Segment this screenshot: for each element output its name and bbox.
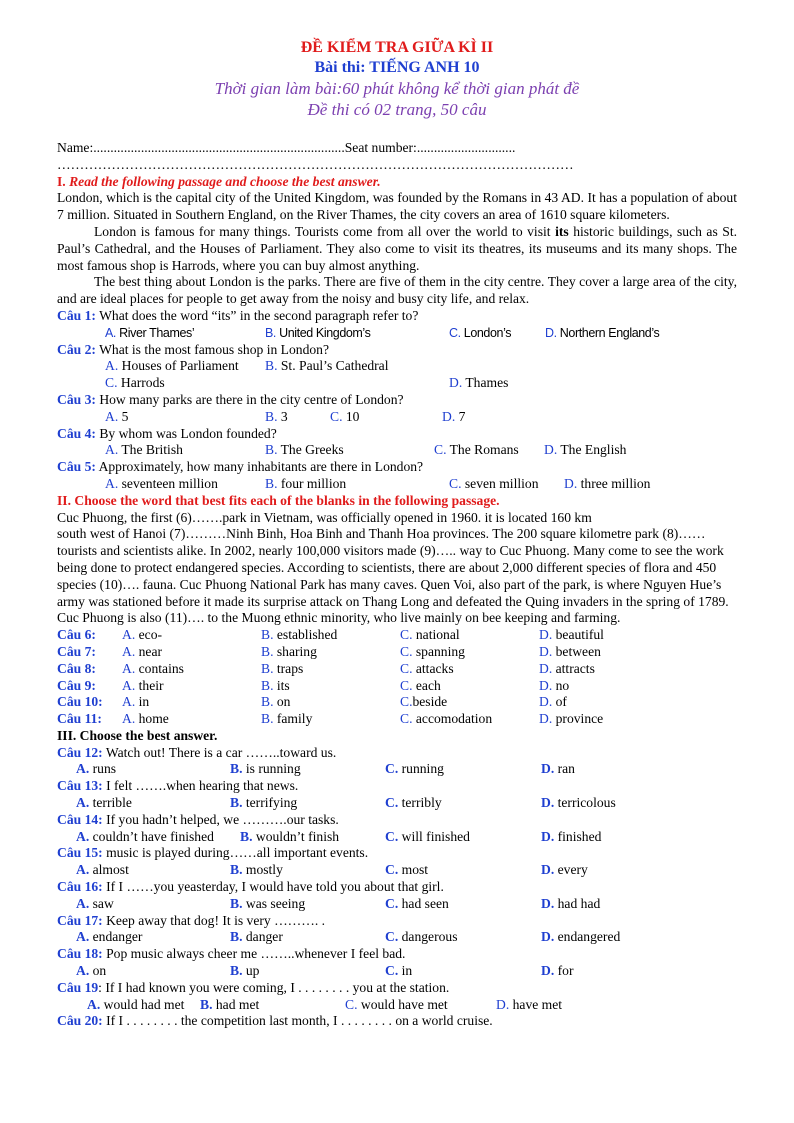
option-c[interactable]	[400, 694, 447, 711]
option-text: had seen	[401, 895, 449, 911]
option-d[interactable]	[541, 896, 600, 913]
option-a[interactable]: A. The British	[105, 442, 183, 458]
option-text: would had met	[103, 996, 185, 1012]
option-a[interactable]	[76, 795, 132, 812]
option-letter: B.	[261, 660, 274, 676]
option-b[interactable]: B. 3	[265, 408, 288, 424]
option-text: 5	[121, 408, 129, 424]
question-text: Pop music always cheer me ……..whenever I feel bad.	[106, 946, 406, 962]
option-text: wouldn’t finish	[255, 828, 340, 844]
option-d[interactable]	[541, 829, 601, 846]
question-text: Keep away that dog! It is very ………. .	[106, 912, 326, 928]
question-text: How many parks are there in the city centre of London?	[99, 391, 404, 407]
section-2-answer-rows	[57, 627, 737, 728]
question-15	[57, 845, 737, 862]
question-19	[57, 980, 737, 997]
option-letter: C.	[400, 643, 413, 659]
option-text: almost	[92, 862, 129, 878]
option-a[interactable]	[122, 661, 184, 678]
option-letter: D.	[541, 963, 555, 979]
option-text: of	[555, 694, 567, 710]
option-text: beside	[412, 694, 448, 710]
question-2-options-row-1	[57, 358, 737, 375]
question-2	[57, 342, 737, 359]
question-20	[57, 1013, 737, 1030]
option-c[interactable]	[400, 678, 441, 695]
option-c[interactable]	[385, 829, 470, 846]
option-letter: C.	[400, 660, 413, 676]
option-a[interactable]	[122, 678, 164, 695]
option-letter: A.	[122, 643, 136, 659]
option-d[interactable]	[541, 862, 588, 879]
option-text: every	[557, 862, 588, 878]
option-text: beautiful	[555, 627, 604, 643]
option-letter: A.	[76, 929, 90, 945]
question-13	[57, 778, 737, 795]
option-b[interactable]	[261, 711, 312, 728]
option-letter: D.	[541, 795, 555, 811]
option-text: in	[138, 694, 150, 710]
option-letter: B.	[230, 795, 243, 811]
option-d[interactable]: D. Thames	[449, 375, 509, 391]
option-letter: C.	[385, 795, 399, 811]
option-c[interactable]	[400, 711, 492, 728]
question-text: I felt …….when hearing that news.	[106, 778, 299, 794]
option-b[interactable]: B. four million	[265, 475, 347, 491]
option-text: The English	[560, 442, 627, 458]
option-text: Harrods	[120, 375, 165, 391]
passage-2-rest: south west of Hanoi (7)………Ninh Binh, Hoa Binh and Thanh Hoa provinces. The 200 square kilometre park (8)……tourists and scientists alike. In 2002, nearly 100,000 visitors made (9)….. way to Cuc Phuong. Many come to see the work being done to protect endangered species. According to scientists, there are about 2,000 different species of flora and 450 species (10)…. fauna. Cuc Phuong National Park has many caves. Quen Voi, also part of the park, is where Nguyen Hue’s army was stationed before it made its surprise attack on Thang Long and defeated the Quing invaders in the spring of 1789. Cuc Phuong is also (11)…. to the Muong ethnic minority, who live mainly on bee keeping and farming.	[57, 526, 729, 626]
question-3	[57, 392, 737, 409]
option-text: national	[415, 627, 460, 643]
option-text: River Thames’	[119, 325, 195, 340]
question-6-row	[57, 627, 737, 644]
option-text: couldn’t have finished	[92, 828, 214, 844]
option-letter: C.	[385, 895, 399, 911]
section-1-heading	[57, 174, 737, 191]
passage-paragraph-2	[57, 224, 737, 274]
question-text: If I ……you yeasterday, I would have told you about that girl.	[106, 879, 444, 895]
option-letter: B.	[240, 828, 253, 844]
option-text: 7	[458, 408, 466, 424]
option-c[interactable]: C. 10	[330, 408, 360, 424]
option-letter: D.	[539, 660, 553, 676]
option-a[interactable]	[76, 896, 114, 913]
question-10-row	[57, 694, 737, 711]
option-text: terricolous	[557, 795, 616, 811]
option-text: contains	[138, 660, 184, 676]
option-d[interactable]	[539, 644, 601, 661]
option-text: is running	[245, 761, 301, 777]
question-18-options	[57, 963, 737, 980]
question-4	[57, 426, 737, 443]
option-a[interactable]	[122, 694, 149, 711]
paragraph-2-part-c: historic buildings, such as St. Paul’s Cathedral, and the Houses of Parliament. They also come to visit its theatres, its museums and its many shops. The most famous shop is Harrods, where you can buy almost anything.	[57, 223, 738, 273]
question-label: Câu 7:	[57, 643, 96, 659]
question-text: music is played during……all important events.	[106, 845, 369, 861]
question-label: Câu 10:	[57, 694, 103, 710]
option-b[interactable]	[261, 627, 337, 644]
option-text: was seeing	[245, 895, 306, 911]
option-b[interactable]: B. United Kingdom’s	[265, 325, 371, 340]
question-label: Câu 16:	[57, 879, 103, 895]
dotted-separator: ……………………………………………………………………………………………………	[57, 156, 574, 172]
option-c[interactable]: C. The Romans	[434, 442, 519, 458]
option-b[interactable]	[230, 929, 283, 946]
option-c[interactable]	[385, 929, 458, 946]
option-text: St. Paul’s Cathedral	[280, 358, 389, 374]
option-letter: C.	[385, 761, 399, 777]
option-letter: A.	[122, 627, 136, 643]
option-letter: C.	[400, 694, 413, 710]
option-text: up	[245, 963, 260, 979]
option-letter: B.	[261, 694, 274, 710]
option-letter: D.	[541, 895, 555, 911]
option-letter: D.	[541, 828, 555, 844]
option-letter: B.	[230, 963, 243, 979]
question-12	[57, 745, 737, 762]
option-a[interactable]	[76, 929, 142, 946]
option-letter: A.	[76, 895, 90, 911]
option-text: most	[401, 862, 429, 878]
question-label: Câu 3:	[57, 391, 96, 407]
option-text: will finished	[401, 828, 470, 844]
option-letter: A.	[122, 660, 136, 676]
question-label: Câu 20:	[57, 1013, 103, 1029]
option-b[interactable]	[230, 963, 259, 980]
option-letter: A.	[122, 694, 136, 710]
option-c[interactable]	[385, 963, 412, 980]
option-text: between	[555, 643, 601, 659]
question-17-options	[57, 929, 737, 946]
option-text: The Greeks	[280, 442, 344, 458]
question-text: What does the word “its” in the second paragraph refer to?	[99, 307, 419, 323]
option-text: terrifying	[245, 795, 298, 811]
question-12-options	[57, 761, 737, 778]
option-text: on	[276, 694, 291, 710]
question-2-options-row-2	[57, 375, 737, 392]
exam-page	[57, 38, 737, 1030]
option-text: each	[415, 677, 441, 693]
question-16-options	[57, 896, 737, 913]
option-letter: A.	[87, 996, 101, 1012]
option-text: traps	[276, 660, 304, 676]
question-text: By whom was London founded?	[99, 425, 277, 441]
option-b[interactable]	[261, 678, 290, 695]
option-text: The British	[121, 442, 183, 458]
option-d[interactable]	[541, 761, 575, 778]
option-b[interactable]: B. St. Paul’s Cathedral	[265, 358, 389, 374]
passage-paragraph-3: The best thing about London is the parks. There are five of them in the city centre. They cover a large area of the city, and are ideal places for people to get away from the noisy and busy city life, and relax.	[57, 274, 737, 307]
question-text: Watch out! There is a car ……..toward us.	[105, 744, 337, 760]
question-label: Câu 14:	[57, 811, 103, 827]
option-text: finished	[557, 828, 602, 844]
option-text: 10	[345, 408, 360, 424]
question-label: Câu 6:	[57, 627, 96, 643]
option-letter: B.	[230, 895, 243, 911]
option-text: eco-	[138, 627, 163, 643]
question-label: Câu 1:	[57, 307, 96, 323]
option-a[interactable]	[76, 829, 214, 846]
question-16	[57, 879, 737, 896]
option-b[interactable]: B. The Greeks	[265, 442, 344, 458]
option-d[interactable]	[541, 963, 573, 980]
option-b[interactable]	[230, 795, 297, 812]
question-label: Câu 8:	[57, 660, 96, 676]
question-text: If you hadn’t helped, we ……….our tasks.	[106, 811, 339, 827]
option-c[interactable]	[385, 795, 442, 812]
section-3-questions	[57, 745, 737, 1031]
option-d[interactable]: D. three million	[564, 475, 651, 491]
question-label: Câu 9:	[57, 677, 96, 693]
option-text: would have met	[360, 996, 448, 1012]
question-label: Câu 18:	[57, 946, 103, 962]
option-c[interactable]: C. seven million	[449, 475, 539, 491]
option-a[interactable]	[76, 862, 129, 879]
question-label: Câu 2:	[57, 341, 96, 357]
section-1-title: Read the following passage and choose the best answer.	[69, 173, 381, 189]
option-d[interactable]	[539, 627, 604, 644]
option-d[interactable]: D. Northern England’s	[545, 325, 660, 340]
option-a[interactable]: A. seventeen million	[105, 475, 218, 491]
option-letter: D.	[539, 677, 553, 693]
question-8-row	[57, 661, 737, 678]
option-letter: B.	[230, 862, 243, 878]
option-text: dangerous	[401, 929, 458, 945]
option-c[interactable]	[385, 761, 444, 778]
section-3-heading: III. Choose the best answer.	[57, 727, 218, 743]
question-15-options	[57, 862, 737, 879]
option-letter: D.	[539, 627, 553, 643]
option-letter: B.	[261, 643, 274, 659]
option-text: in	[401, 963, 413, 979]
option-text: accomodation	[415, 711, 493, 727]
question-19-options	[57, 997, 737, 1014]
option-letter: B.	[261, 627, 274, 643]
option-text: no	[555, 677, 570, 693]
option-text: runs	[92, 761, 117, 777]
option-text: had met	[215, 996, 260, 1012]
option-text: family	[276, 711, 313, 727]
option-text: established	[276, 627, 338, 643]
question-18	[57, 946, 737, 963]
question-text: What is the most famous shop in London?	[99, 341, 329, 357]
option-d[interactable]	[539, 711, 603, 728]
option-letter: C.	[400, 627, 413, 643]
option-c[interactable]	[400, 627, 460, 644]
question-label: Câu 17:	[57, 912, 103, 928]
option-letter: C.	[400, 677, 413, 693]
option-letter: B.	[230, 929, 243, 945]
question-text: If I . . . . . . . . the competition last month, I . . . . . . . . on a world cruise.	[106, 1013, 493, 1029]
name-seat-line: Name:..........................................................................Seat number:.............................	[57, 140, 516, 155]
option-d[interactable]	[541, 929, 620, 946]
option-text: saw	[92, 895, 114, 911]
option-a[interactable]	[122, 711, 169, 728]
option-letter: C.	[385, 828, 399, 844]
option-b[interactable]	[240, 829, 339, 846]
option-a[interactable]: A. River Thames’	[105, 325, 195, 340]
option-text: seven million	[464, 475, 539, 491]
option-text: Northern England’s	[559, 325, 660, 340]
question-label: Câu 12:	[57, 744, 103, 760]
option-c[interactable]	[345, 997, 448, 1014]
option-letter: D.	[496, 996, 510, 1012]
option-letter: D.	[539, 711, 553, 727]
question-17	[57, 913, 737, 930]
option-letter: C.	[385, 929, 399, 945]
option-letter: D.	[541, 929, 555, 945]
option-text: province	[555, 711, 604, 727]
option-b[interactable]	[261, 644, 317, 661]
option-text: four million	[280, 475, 347, 491]
option-b[interactable]	[200, 997, 259, 1014]
question-text: Approximately, how many inhabitants are there in London?	[98, 459, 424, 475]
option-letter: A.	[76, 795, 90, 811]
question-label: Câu 5:	[57, 459, 96, 475]
option-letter: B.	[230, 761, 243, 777]
option-letter: A.	[122, 677, 136, 693]
option-letter: D.	[539, 694, 553, 710]
option-d[interactable]	[539, 661, 595, 678]
option-text: sharing	[276, 643, 317, 659]
option-letter: C.	[345, 996, 358, 1012]
option-d[interactable]	[539, 694, 567, 711]
option-text: Houses of Parliament	[121, 358, 239, 374]
option-letter: D.	[539, 643, 553, 659]
option-text: mostly	[245, 862, 283, 878]
option-a[interactable]: A. Houses of Parliament	[105, 358, 239, 374]
paragraph-2-its: its	[555, 223, 569, 239]
option-text: United Kingdom’s	[279, 325, 371, 340]
option-text: terribly	[401, 795, 442, 811]
option-letter: C.	[400, 711, 413, 727]
option-text: attacks	[415, 660, 454, 676]
option-text: The Romans	[449, 442, 519, 458]
question-text: : If I had known you were coming, I . . . . . . . . you at the station.	[98, 979, 450, 995]
option-text: terrible	[92, 795, 132, 811]
option-a[interactable]	[76, 761, 116, 778]
option-d[interactable]	[539, 678, 569, 695]
option-d[interactable]	[496, 997, 562, 1014]
question-label: Câu 15:	[57, 845, 103, 861]
option-text: 3	[280, 408, 288, 424]
option-text: their	[138, 677, 164, 693]
option-text: had had	[557, 895, 601, 911]
option-b[interactable]	[230, 862, 283, 879]
option-c[interactable]: C. Harrods	[105, 375, 165, 391]
option-text: near	[138, 643, 163, 659]
question-label: Câu 4:	[57, 425, 96, 441]
exam-info: Đề thi có 02 trang, 50 câu	[307, 100, 487, 119]
option-a[interactable]	[122, 627, 162, 644]
section-1-number: I.	[57, 173, 70, 189]
option-text: endangered	[557, 929, 621, 945]
option-a[interactable]	[122, 644, 162, 661]
option-b[interactable]	[261, 661, 303, 678]
option-a[interactable]	[76, 963, 106, 980]
option-b[interactable]	[230, 896, 305, 913]
option-d[interactable]	[541, 795, 616, 812]
option-letter: A.	[76, 761, 90, 777]
question-5-options	[57, 476, 737, 493]
question-label: Câu 13:	[57, 778, 103, 794]
option-text: have met	[512, 996, 563, 1012]
option-text: danger	[245, 929, 283, 945]
question-5	[57, 459, 737, 476]
option-text: endanger	[92, 929, 143, 945]
option-a[interactable]: A. 5	[105, 408, 129, 424]
option-letter: A.	[76, 862, 90, 878]
option-letter: D.	[541, 862, 555, 878]
question-1-options	[57, 325, 737, 342]
option-d[interactable]: D. The English	[544, 442, 627, 458]
option-text: Thames	[465, 375, 509, 391]
exam-title: ĐỀ KIỂM TRA GIỮA KÌ II	[300, 39, 494, 56]
question-3-options	[57, 409, 737, 426]
exam-subject: Bài thi: TIẾNG ANH 10	[314, 59, 480, 76]
question-11-row	[57, 711, 737, 728]
section-2-heading: II. Choose the word that best fits each of the blanks in the following passage.	[57, 492, 500, 508]
question-7-row	[57, 644, 737, 661]
option-c[interactable]	[400, 661, 454, 678]
option-text: on	[92, 963, 107, 979]
option-text: attracts	[555, 660, 595, 676]
option-text: London’s	[463, 325, 512, 340]
option-b[interactable]	[230, 761, 301, 778]
passage-paragraph-1: London, which is the capital city of the United Kingdom, was founded by the Romans in 43 AD. It has a population of about 7 million. Situated in Southern England, on the River Thames, the city covers an area of 1610 square kilometers.	[57, 190, 737, 223]
question-label: Câu 11:	[57, 711, 102, 727]
option-text: ran	[557, 761, 575, 777]
option-c[interactable]: C. London’s	[449, 325, 512, 340]
option-letter: A.	[76, 828, 90, 844]
option-text: seventeen million	[121, 475, 218, 491]
option-letter: C.	[385, 862, 399, 878]
option-text: its	[276, 677, 290, 693]
question-14	[57, 812, 737, 829]
option-letter: B.	[261, 677, 274, 693]
question-14-options	[57, 829, 737, 846]
passage-2-line-1: Cuc Phuong, the first (6)…….park in Vietnam, was officially opened in 1960. it is located 160 km	[57, 509, 592, 525]
option-c[interactable]	[400, 644, 465, 661]
option-d[interactable]: D. 7	[442, 408, 466, 424]
paragraph-2-part-a: London is famous for many things. Tourists come from all over the world to visit	[94, 223, 556, 239]
question-4-options	[57, 442, 737, 459]
option-letter: B.	[200, 996, 213, 1012]
option-text: for	[557, 963, 574, 979]
question-13-options	[57, 795, 737, 812]
option-text: running	[401, 761, 444, 777]
option-text: spanning	[415, 643, 465, 659]
option-b[interactable]	[261, 694, 290, 711]
question-9-row	[57, 678, 737, 695]
exam-time: Thời gian làm bài:60 phút không kể thời gian phát đề	[214, 79, 580, 98]
option-text: three million	[580, 475, 651, 491]
option-letter: B.	[261, 711, 274, 727]
option-letter: A.	[76, 963, 90, 979]
option-c[interactable]	[385, 862, 428, 879]
option-letter: C.	[385, 963, 399, 979]
option-c[interactable]	[385, 896, 449, 913]
option-text: home	[138, 711, 169, 727]
option-letter: A.	[122, 711, 136, 727]
question-1	[57, 308, 737, 325]
option-a[interactable]	[87, 997, 184, 1014]
option-letter: D.	[541, 761, 555, 777]
question-label: Câu 19	[57, 979, 99, 995]
